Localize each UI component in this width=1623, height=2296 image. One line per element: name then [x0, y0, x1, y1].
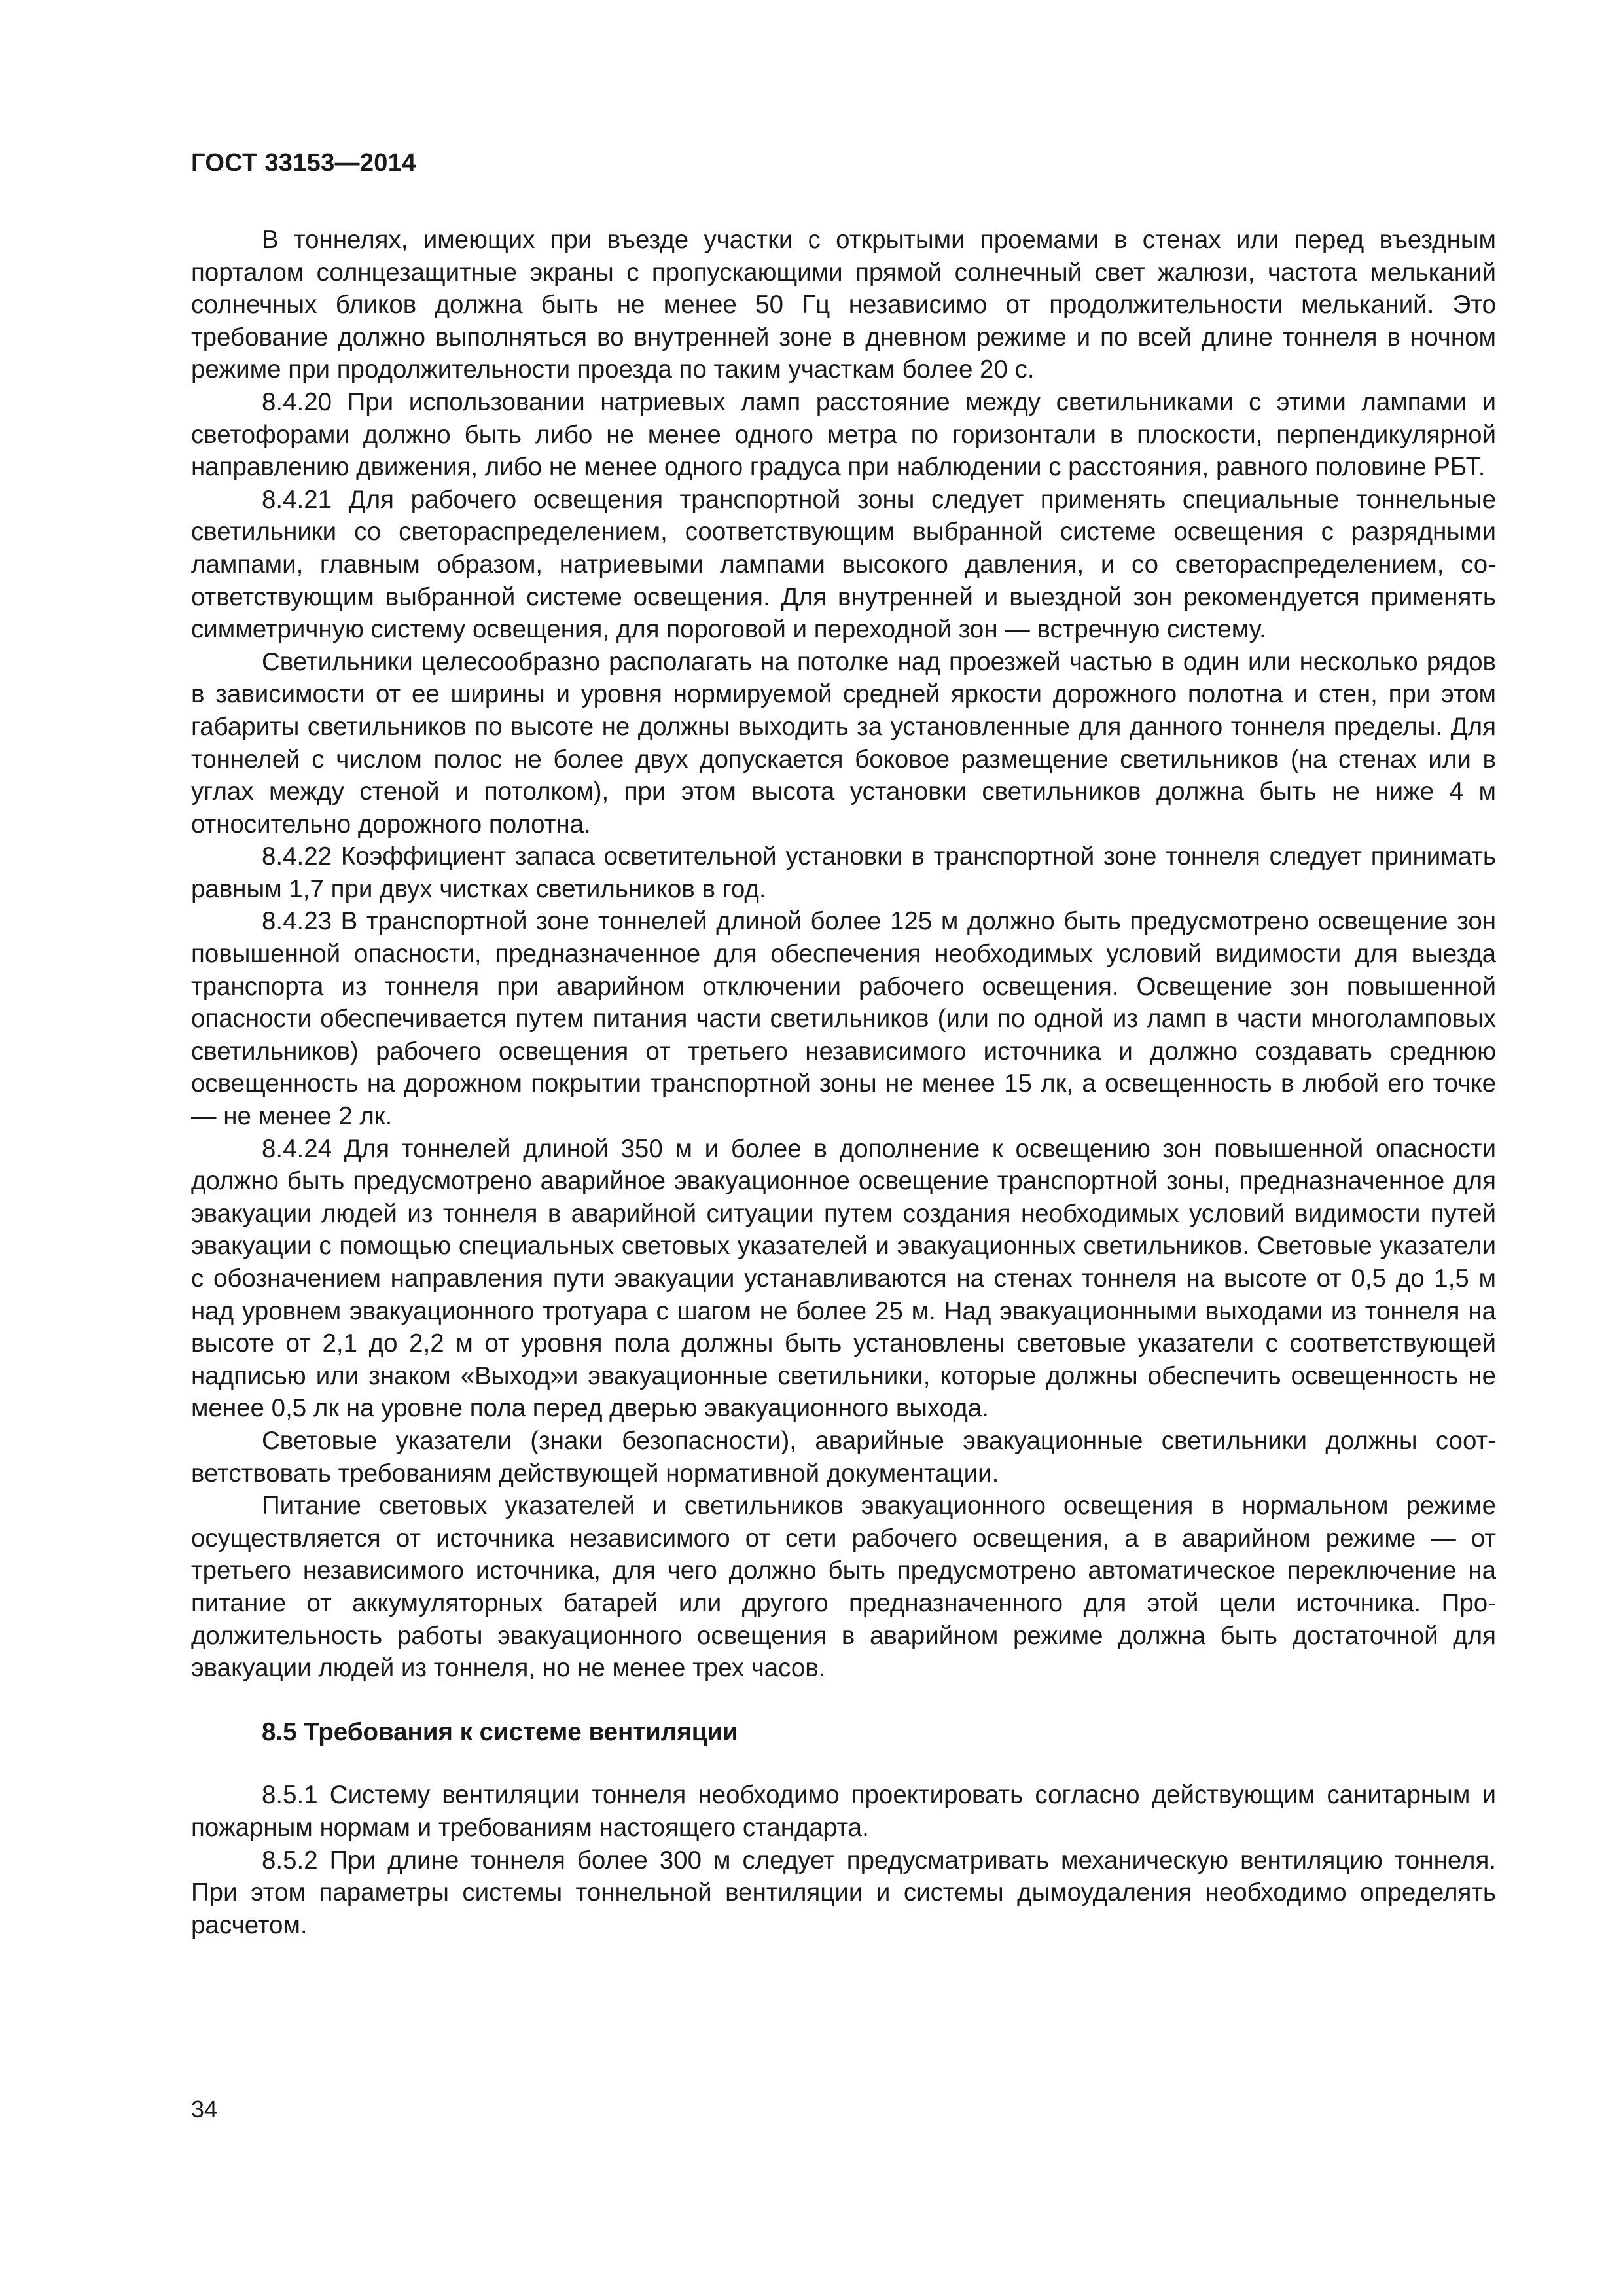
paragraph: Светильники целесообразно располагать на потолке над проезжей частью в один или несколько рядов в зависимости от ее ширины и уровня нормируемой средней яркости дорожного полотна и стен, при этом габариты светильников по высоте не должны выходить за установленные для данного тоннеля пределы. Для тоннелей с числом полос не более двух допускается боковое размещение светильников (на стенах или в углах между стеной и потолком), при этом высота установки светильников должна быть не ниже 4 м относительно дорожного полотна. — [191, 647, 1496, 838]
paragraph: Световые указатели (знаки безопасности), аварийные эвакуационные светильники должны соответствовать требованиям действующей нормативной документации. — [191, 1426, 1496, 1488]
document-code-header: ГОСТ 33153—2014 — [191, 149, 416, 177]
paragraph-8-4-22: 8.4.22 Коэффициент запаса осветительной установки в транспортной зоне тоннеля следует принимать равным 1,7 при двух чистках светильников в год. — [191, 842, 1496, 903]
document-body — [191, 224, 1496, 1941]
paragraph-8-5-1: 8.5.1 Систему вентиляции тоннеля необходимо проектировать согласно действующим санитарным и пожарным нормам и требованиям настоящего стандарта. — [191, 1781, 1496, 1842]
page-number: 34 — [191, 2096, 218, 2123]
paragraph-8-4-21: 8.4.21 Для рабочего освещения транспортной зоны следует применять специальные тоннельные светильники со светораспределением, соответствующим выбранной системе освещения с разрядными лампами, главным образом, натриевыми лампами высокого давления, и со светораспределением, соответствующим выбранной системе освещения. Для внутренней и выездной зон рекомендуется применять симметричную систему освещения, для пороговой и переходной зон — встречную систему. — [191, 485, 1496, 644]
paragraph: В тоннелях, имеющих при въезде участки с открытыми проемами в стенах или перед въездным порталом солнцезащитные экраны с пропускающими прямой солнечный свет жалюзи, частота мельканий солнечных бликов должна быть не менее 50 Гц независимо от продолжительности мельканий. Это требование должно выполняться во внутренней зоне в дневном режиме и по всей длине тоннеля в ночном режиме при продолжительности проезда по таким участкам более 20 с. — [191, 226, 1496, 384]
paragraph-8-4-24: 8.4.24 Для тоннелей длиной 350 м и более в дополнение к освещению зон повышенной опасности должно быть предусмотрено аварийное эвакуационное освещение транспортной зоны, предназначенное для эвакуации людей из тоннеля в аварийной ситуации путем создания необходимых условий видимости путей эвакуации с помощью специальных световых указателей и эвакуационных светильников. Световые указатели с обозначением направления пути эвакуации устанавливаются на стенах тоннеля на высоте от 0,5 до 1,5 м над уровнем эвакуационного тротуара с шагом не более 25 м. Над эвакуационными выходами из тоннеля на высоте от 2,1 до 2,2 м от уровня пола должны быть установлены световые указатели с соответствующей надписью или знаком «Выход»и эвакуационные светильники, которые должны обеспечить освещенность не менее 0,5 лк на уровне пола перед дверью эвакуационного выхода. — [191, 1134, 1496, 1423]
paragraph-8-5-2: 8.5.2 При длине тоннеля более 300 м следует предусматривать механическую вентиляцию тоннеля. При этом параметры системы тоннельной вентиляции и системы дымоудаления необходимо определять расчетом. — [191, 1846, 1496, 1939]
paragraph-8-4-20: 8.4.20 При использовании натриевых ламп расстояние между светильниками с этими лампами и светофорами должно быть либо не менее одного метра по горизонтали в плоскости, перпендикулярной направлению движения, либо не менее одного градуса при наблюдении с расстояния, равного половине РБТ. — [191, 387, 1496, 482]
paragraph-8-4-23: 8.4.23 В транспортной зоне тоннелей длиной более 125 м должно быть предусмотрено освещение зон повышенной опасности, предназначенное для обеспечения необходимых условий видимости для выезда транспорта из тоннеля при аварийном отключении рабочего освещения. Освещение зон повышенной опасности обеспечивается путем питания части светильников (или по одной из ламп в части многоламповых светильников) рабочего освещения от третьего независимого источника и должно создавать среднюю освещенность на дорожном покрытии транспортной зоны не менее 15 лк, а освещенность в любой его точке — не менее 2 лк. — [191, 907, 1496, 1131]
section-heading: 8.5 Требования к системе вентиляции — [262, 1717, 738, 1746]
paragraph: Питание световых указателей и светильников эвакуационного освещения в нормальном режиме осуществляется от источника независимого от сети рабочего освещения, а в аварийном режиме — от третьего независимого источника, для чего должно быть предусмотрено автоматическое переключение на питание от аккумуляторных батарей или другого предназначенного для этой цели источника. Продолжительность работы эвакуационного освещения в аварийном режиме должна быть достаточной для эвакуации людей из тоннеля, но не менее трех часов. — [191, 1492, 1496, 1683]
